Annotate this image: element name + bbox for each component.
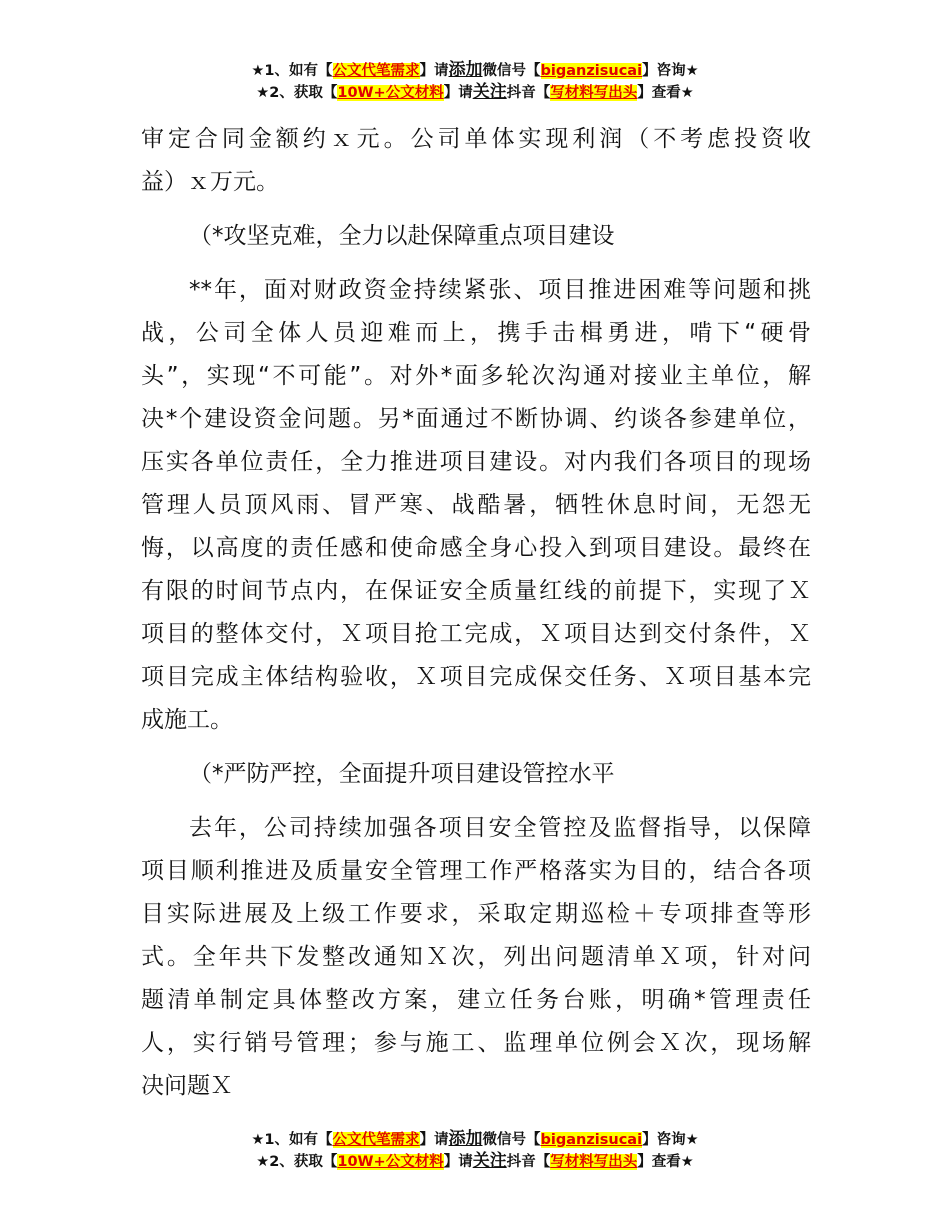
promo-emphasis: 关注	[472, 1151, 507, 1171]
text-line: （*攻坚克难，全力以赴保障重点项目建设	[189, 223, 615, 249]
text-line: （*严防严控，全面提升项目建设管控水平	[189, 761, 615, 787]
promo-line-1	[0, 1129, 950, 1151]
text-line: 目实际进展及上级工作要求，采取定期巡检＋专项排查等形	[141, 901, 811, 927]
text-line: 战，公司全体人员迎难而上，携手击楫勇进，啃下“硬骨	[141, 320, 811, 346]
paragraph	[141, 269, 811, 742]
promo-emphasis: 添加	[448, 60, 483, 80]
promo-text: 微信号【	[482, 63, 541, 79]
promo-line-1	[0, 60, 950, 82]
text-line: 项目的整体交付，Ｘ项目抢工完成，Ｘ项目达到交付条件，Ｘ	[141, 621, 811, 647]
text-line: 项目完成主体结构验收，Ｘ项目完成保交任务、Ｘ项目基本完	[141, 664, 812, 690]
promo-text: 】查看★	[637, 1154, 694, 1170]
text-line: 题清单制定具体整改方案，建立任务台账，明确*管理责任	[141, 987, 811, 1013]
section-heading	[141, 753, 811, 796]
paragraph	[141, 118, 811, 204]
text-line: 项目顺利推进及质量安全管理工作严格落实为目的，结合各项	[141, 858, 811, 884]
promo-text: 】请	[443, 85, 473, 101]
text-line: 有限的时间节点内，在保证安全质量红线的前提下，实现了Ｘ	[141, 578, 811, 604]
promo-highlight: 公文代笔需求	[332, 63, 420, 79]
promo-text: ★1、如有【	[251, 63, 333, 79]
promo-emphasis: 关注	[472, 82, 507, 102]
promo-text: 微信号【	[482, 1132, 541, 1148]
text-line: 成施工。	[141, 707, 233, 733]
promo-highlight: 公文代笔需求	[332, 1132, 420, 1148]
text-line: 去年，公司持续加强各项目安全管控及监督指导，以保障	[189, 815, 811, 841]
text-line: 式。全年共下发整改通知Ｘ次，列出问题清单Ｘ项，针对问	[141, 944, 811, 970]
text-line: 头”，实现“不可能”。对外*面多轮次沟通对接业主单位，解	[141, 363, 811, 389]
text-line: 决*个建设资金问题。另*面通过不断协调、约谈各参建单位，	[141, 406, 811, 432]
promo-text: 】请	[419, 1132, 449, 1148]
text-line: 人，实行销号管理；参与施工、监理单位例会Ｘ次，现场解	[141, 1030, 811, 1056]
text-line: 益）ｘ万元。	[141, 169, 279, 195]
text-line: **年，面对财政资金持续紧张、项目推进困难等问题和挑	[189, 277, 811, 303]
promo-wechat-id: biganzisucai	[540, 63, 643, 79]
promo-text: 】请	[419, 63, 449, 79]
promo-text: 抖音【	[506, 1154, 551, 1170]
promo-douyin-id: 写材料写出头	[550, 1154, 638, 1170]
promo-emphasis: 添加	[448, 1129, 483, 1149]
promo-text: ★1、如有【	[251, 1132, 333, 1148]
promo-highlight: 10W+公文材料	[337, 1154, 444, 1170]
promo-text: 】咨询★	[642, 63, 699, 79]
paragraph	[141, 807, 811, 1108]
text-line: 压实各单位责任，全力推进项目建设。对内我们各项目的现场	[141, 449, 811, 475]
promo-text: 】请	[443, 1154, 473, 1170]
text-line: 审定合同金额约ｘ元。公司单体实现利润（不考虑投资收	[141, 126, 811, 152]
promo-header	[0, 60, 950, 104]
section-heading	[141, 215, 811, 258]
promo-douyin-id: 写材料写出头	[550, 85, 638, 101]
text-line: 决问题Ｘ	[141, 1073, 233, 1099]
promo-text: 】查看★	[637, 85, 694, 101]
text-line: 管理人员顶风雨、冒严寒、战酷暑，牺牲休息时间，无怨无	[141, 492, 811, 518]
promo-highlight: 10W+公文材料	[337, 85, 444, 101]
promo-text: ★2、获取【	[256, 85, 338, 101]
promo-footer	[0, 1129, 950, 1173]
promo-line-2	[0, 1151, 950, 1173]
promo-text: 抖音【	[506, 85, 551, 101]
promo-wechat-id: biganzisucai	[540, 1132, 643, 1148]
promo-text: 】咨询★	[642, 1132, 699, 1148]
promo-text: ★2、获取【	[256, 1154, 338, 1170]
document-body	[141, 118, 811, 1119]
text-line: 悔，以高度的责任感和使命感全身心投入到项目建设。最终在	[141, 535, 811, 561]
promo-line-2	[0, 82, 950, 104]
